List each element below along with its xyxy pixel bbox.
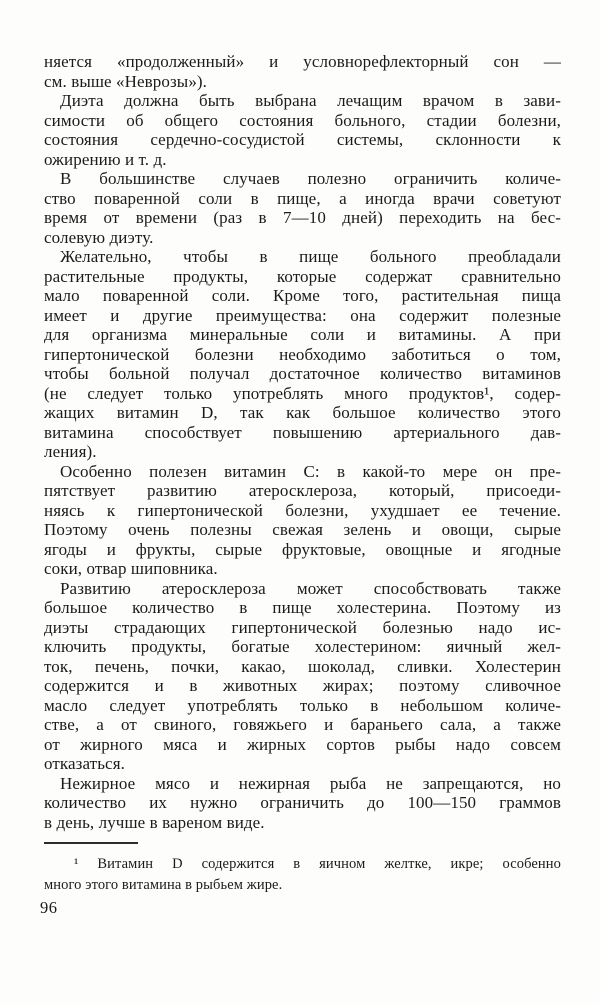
text-line: Нежирное мясо и нежирная рыба не запрещаются, но (60, 773, 561, 793)
text-line: Желательно, чтобы в пище больного преобладали (60, 247, 561, 266)
text-line: ключить продукты, богатые холестерином: яичный жел- (44, 637, 561, 656)
text-line: пятствует развитию атеросклероза, который, присоеди- (44, 481, 561, 500)
text-line: количество их нужно ограничить до 100—150 граммов (44, 793, 561, 812)
paragraph (44, 247, 561, 462)
paragraph (44, 52, 561, 91)
text-line: ток, печень, почки, какао, шоколад, сливки. Холестерин (44, 656, 561, 676)
text-line: симости об общего состояния больного, стадии болезни, (44, 110, 561, 130)
text-line: Поэтому очень полезны свежая зелень и овощи, сырые (44, 520, 561, 539)
text-line: мало поваренной соли. Кроме того, растительная пища (44, 286, 561, 305)
text-line: имеет и другие преимущества: она содержит полезные (44, 305, 561, 325)
paragraph (44, 91, 561, 169)
text-line: (не следует только употреблять много продуктов¹, содер- (44, 383, 561, 403)
text-line: няется «продолженный» и условнорефлекторный сон — (44, 52, 561, 71)
text-line: жащих витамин D, так как большое количество этого (44, 403, 561, 422)
text-line: от жирного мяса и жирных сортов рыбы надо совсем (44, 734, 561, 754)
paragraph (44, 579, 561, 774)
text-line: в день, лучше в вареном виде. (44, 812, 265, 832)
text-line: Особенно полезен витамин С: в какой-то мере он пре- (60, 461, 561, 481)
page-number: 96 (40, 898, 58, 917)
text-line: Диэта должна быть выбрана лечащим врачом в зави- (60, 91, 561, 110)
text-line: ления). (44, 442, 97, 461)
text-line: большое количество в пище холестерина. Поэтому из (44, 598, 561, 617)
text-line: ягоды и фрукты, сырые фруктовые, овощные и ягодные (44, 539, 561, 559)
text-line: ожирению и т. д. (44, 149, 167, 169)
text-line: гипертонической болезни необходимо заботиться о том, (44, 344, 561, 364)
body-text (44, 52, 561, 832)
footnote-line: много этого витамина в рыбьем жире. (44, 876, 283, 893)
text-line: время от времени (раз в 7—10 дней) переходить на бес- (44, 208, 561, 227)
text-line: Развитию атеросклероза может способствовать также (60, 578, 561, 598)
text-line: состояния сердечно-сосудистой системы, склонности к (44, 130, 561, 149)
text-line: стве, а от свиного, говяжьего и бараньего сала, а также (44, 715, 561, 734)
text-line: для организма минеральные соли и витамины. А при (44, 325, 561, 344)
text-line: содержится и в животных жирах; поэтому сливочное (44, 676, 561, 695)
footnote (44, 854, 561, 895)
text-line: растительные продукты, которые содержат сравнительно (44, 266, 561, 286)
text-line: няясь к гипертонической болезни, ухудшает ее течение. (44, 500, 561, 520)
paragraph (44, 169, 561, 247)
footnote-line: ¹ Витамин D содержится в яичном желтке, икре; особенно (74, 856, 561, 872)
paragraph (44, 462, 561, 579)
paragraph (44, 774, 561, 833)
text-line: отказаться. (44, 754, 125, 773)
text-line: соки, отвар шиповника. (44, 559, 218, 578)
text-line: солевую диэту. (44, 227, 154, 247)
text-line: В большинстве случаев полезно ограничить количе- (60, 169, 561, 188)
text-line: чтобы больной получал достаточное количество витаминов (44, 364, 561, 383)
text-line: диэты страдающих гипертонической болезнью надо ис- (44, 617, 561, 637)
footnote-divider (44, 842, 138, 844)
text-line: см. выше «Неврозы»). (44, 71, 208, 91)
text-line: витамина способствует повышению артериального дав- (44, 422, 561, 442)
text-line: масло следует употреблять только в небольшом количе- (44, 695, 561, 715)
text-line: ство поваренной соли в пище, а иногда врачи советуют (44, 188, 561, 208)
